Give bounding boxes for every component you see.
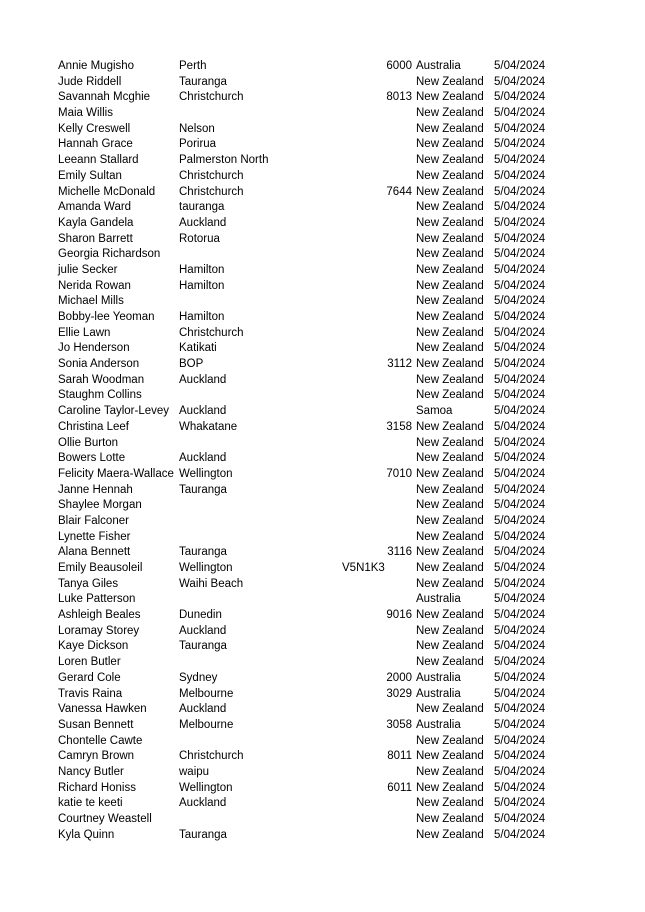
name-cell: Maia Willis [58,107,113,120]
date-cell: 5/04/2024 [494,562,546,574]
city-cell: Whakatane [179,420,238,433]
table-row [0,90,645,106]
postcode-cell: 8011 [387,750,412,763]
date-cell: 5/04/2024 [494,405,546,418]
name-cell: Loren Butler [58,656,121,669]
name-cell: Alana Bennett [58,546,131,559]
name-cell: Felicity Maera-Wallace [58,467,174,480]
date-cell: 5/04/2024 [494,609,546,622]
country-cell: New Zealand [416,342,484,355]
city-cell: Melbourne [179,718,234,731]
country-cell: New Zealand [416,483,484,496]
country-cell: New Zealand [416,91,484,104]
country-cell: New Zealand [416,248,484,261]
postcode-cell: 3058 [386,718,412,731]
date-cell: 5/04/2024 [494,358,546,371]
table-row [0,326,645,342]
country-cell: New Zealand [416,420,484,433]
name-cell: Michelle McDonald [58,185,156,198]
name-cell: Kaye Dickson [58,640,129,653]
city-cell: Katikati [179,342,217,355]
date-cell: 5/04/2024 [494,750,546,763]
name-cell: Kyla Quinn [58,828,115,841]
country-cell: Australia [416,671,461,684]
table-row [0,577,645,593]
name-cell: Jude Riddell [58,75,122,88]
table-row [0,310,645,326]
country-cell: New Zealand [416,577,484,590]
city-cell: Tauranga [179,483,227,496]
name-cell: Travis Raina [58,687,123,700]
city-cell: Hamilton [179,263,225,276]
table-row [0,624,645,640]
table-row [0,75,645,91]
date-cell: 5/04/2024 [494,248,546,261]
date-cell: 5/04/2024 [494,436,546,449]
date-cell: 5/04/2024 [494,389,546,402]
country-cell: New Zealand [416,75,484,88]
country-cell: New Zealand [416,436,484,449]
table-row [0,812,645,828]
table-row [0,592,645,608]
table-row [0,796,645,812]
city-cell: Tauranga [179,75,227,88]
date-cell: 5/04/2024 [494,169,546,182]
country-cell: New Zealand [416,734,484,747]
name-cell: Kelly Creswell [58,122,131,135]
city-cell: Melbourne [179,687,234,700]
city-cell: Christchurch [179,169,244,182]
date-cell: 5/04/2024 [494,828,546,841]
city-cell: Waihi Beach [179,577,244,590]
table-row [0,420,645,436]
date-cell: 5/04/2024 [494,342,546,355]
name-cell: Christina Leef [58,420,129,433]
country-cell: New Zealand [416,530,484,543]
country-cell: New Zealand [416,609,484,622]
country-cell: Australia [416,718,461,731]
country-cell: New Zealand [416,263,484,276]
date-cell: 5/04/2024 [494,813,546,825]
city-cell: Sydney [179,671,218,684]
table-row [0,561,645,577]
table-row [0,749,645,765]
city-cell: Auckland [179,797,227,810]
name-cell: Savannah Mcghie [58,91,151,104]
table-row [0,216,645,232]
date-cell: 5/04/2024 [494,593,546,606]
country-cell: New Zealand [416,216,484,229]
name-cell: Nancy Butler [58,765,124,778]
date-cell: 5/04/2024 [494,514,546,527]
city-cell: Christchurch [179,326,244,339]
table-row [0,341,645,357]
name-cell: Camryn Brown [58,750,135,763]
date-cell: 5/04/2024 [494,75,546,88]
date-cell: 5/04/2024 [494,452,546,465]
postcode-cell: 3158 [386,420,412,433]
country-cell: New Zealand [416,750,484,763]
city-cell: Wellington [179,562,233,574]
date-cell: 5/04/2024 [494,703,546,716]
name-cell: Staughm Collins [58,389,142,402]
code-cell: V5N1K3 [342,562,385,574]
table-row [0,483,645,499]
postcode-cell: 8013 [386,91,412,104]
country-cell: New Zealand [416,703,484,716]
date-cell: 5/04/2024 [494,656,546,669]
name-cell: Shaylee Morgan [58,499,142,512]
name-cell: Hannah Grace [58,138,133,151]
city-cell: Hamilton [179,279,225,292]
country-cell: New Zealand [416,107,484,120]
city-cell: Auckland [179,624,227,637]
name-cell: Sharon Barrett [58,232,133,245]
table-row [0,59,645,75]
country-cell: New Zealand [416,467,484,480]
date-cell: 5/04/2024 [494,577,546,590]
table-row [0,294,645,310]
country-cell: New Zealand [416,797,484,810]
name-cell: Lynette Fisher [58,530,131,543]
table-row [0,687,645,703]
country-cell: New Zealand [416,279,484,292]
name-cell: Bobby-lee Yeoman [58,311,155,323]
postcode-cell: 3112 [387,358,412,371]
name-cell: Chontelle Cawte [58,734,143,747]
date-cell: 5/04/2024 [494,483,546,496]
table-row [0,467,645,483]
name-cell: Vanessa Hawken [58,703,147,716]
postcode-cell: 6011 [387,781,412,794]
postcode-cell: 2000 [386,671,412,684]
city-cell: Perth [179,60,207,72]
city-cell: Rotorua [179,232,220,245]
table-row [0,765,645,781]
city-cell: Tauranga [179,828,227,841]
country-cell: New Zealand [416,765,484,778]
city-cell: tauranga [179,201,225,214]
country-cell: Australia [416,687,461,700]
date-cell: 5/04/2024 [494,499,546,512]
name-cell: Emily Sultan [58,169,122,182]
table-row [0,169,645,185]
name-cell: Tanya Giles [58,577,119,590]
date-cell: 5/04/2024 [494,687,546,700]
city-cell: Tauranga [179,640,227,653]
name-cell: katie te keeti [58,797,123,810]
date-cell: 5/04/2024 [494,326,546,339]
date-cell: 5/04/2024 [494,295,546,308]
table-row [0,530,645,546]
city-cell: Auckland [179,216,227,229]
name-cell: Kayla Gandela [58,216,134,229]
city-cell: Auckland [179,405,227,418]
table-row [0,232,645,248]
postcode-cell: 3116 [387,546,412,559]
table-row [0,200,645,216]
country-cell: New Zealand [416,169,484,182]
name-cell: Leeann Stallard [58,154,139,167]
date-cell: 5/04/2024 [494,263,546,276]
name-cell: Blair Falconer [58,514,129,527]
country-cell: New Zealand [416,358,484,371]
name-cell: julie Secker [58,263,118,276]
city-cell: Hamilton [179,311,225,323]
city-cell: Porirua [179,138,217,151]
table-row [0,436,645,452]
city-cell: Nelson [179,122,215,135]
name-cell: Emily Beausoleil [58,562,143,574]
city-cell: Wellington [179,467,233,480]
country-cell: Samoa [416,405,453,418]
city-cell: Auckland [179,373,227,386]
table-row [0,404,645,420]
date-cell: 5/04/2024 [494,624,546,637]
name-cell: Amanda Ward [58,201,132,214]
table-row [0,498,645,514]
table-row [0,514,645,530]
date-cell: 5/04/2024 [494,467,546,480]
name-cell: Luke Patterson [58,593,136,606]
country-cell: New Zealand [416,640,484,653]
country-cell: New Zealand [416,311,484,323]
table-row [0,357,645,373]
date-cell: 5/04/2024 [494,718,546,731]
name-cell: Nerida Rowan [58,279,131,292]
name-cell: Annie Mugisho [58,60,135,72]
table-row [0,671,645,687]
date-cell: 5/04/2024 [494,311,546,323]
name-cell: Jo Henderson [58,342,130,355]
table-row [0,608,645,624]
city-cell: Dunedin [179,609,222,622]
postcode-cell: 3029 [386,687,412,700]
city-cell: Christchurch [179,750,244,763]
date-cell: 5/04/2024 [494,216,546,229]
date-cell: 5/04/2024 [494,185,546,198]
city-cell: Christchurch [179,185,244,198]
date-cell: 5/04/2024 [494,640,546,653]
name-cell: Gerard Cole [58,671,121,684]
date-cell: 5/04/2024 [494,420,546,433]
table-row [0,451,645,467]
date-cell: 5/04/2024 [494,734,546,747]
country-cell: New Zealand [416,373,484,386]
table-row [0,247,645,263]
name-cell: Courtney Weastell [58,813,152,825]
table-row [0,545,645,561]
table-row [0,718,645,734]
city-cell: Wellington [179,781,233,794]
country-cell: New Zealand [416,656,484,669]
country-cell: New Zealand [416,154,484,167]
date-cell: 5/04/2024 [494,671,546,684]
name-cell: Caroline Taylor-Levey [58,405,170,418]
city-cell: Palmerston North [179,154,269,167]
country-cell: New Zealand [416,138,484,151]
country-cell: New Zealand [416,389,484,402]
name-cell: Loramay Storey [58,624,140,637]
table-row [0,828,645,844]
country-cell: New Zealand [416,546,484,559]
name-cell: Bowers Lotte [58,452,126,465]
date-cell: 5/04/2024 [494,530,546,543]
country-cell: New Zealand [416,499,484,512]
date-cell: 5/04/2024 [494,201,546,214]
date-cell: 5/04/2024 [494,122,546,135]
date-cell: 5/04/2024 [494,546,546,559]
date-cell: 5/04/2024 [494,797,546,810]
spreadsheet-table [0,59,645,843]
table-row [0,185,645,201]
date-cell: 5/04/2024 [494,60,546,72]
date-cell: 5/04/2024 [494,373,546,386]
name-cell: Sarah Woodman [58,373,145,386]
date-cell: 5/04/2024 [494,279,546,292]
country-cell: New Zealand [416,232,484,245]
name-cell: Michael Mills [58,295,124,308]
country-cell: New Zealand [416,562,484,574]
table-row [0,388,645,404]
postcode-cell: 9016 [386,609,412,622]
country-cell: New Zealand [416,813,484,825]
table-row [0,373,645,389]
date-cell: 5/04/2024 [494,91,546,104]
country-cell: New Zealand [416,326,484,339]
city-cell: Christchurch [179,91,244,104]
table-row [0,639,645,655]
date-cell: 5/04/2024 [494,232,546,245]
city-cell: Auckland [179,452,227,465]
name-cell: Ashleigh Beales [58,609,141,622]
city-cell: Auckland [179,703,227,716]
country-cell: New Zealand [416,295,484,308]
postcode-cell: 6000 [386,60,412,72]
postcode-cell: 7010 [386,467,412,480]
country-cell: New Zealand [416,185,484,198]
date-cell: 5/04/2024 [494,781,546,794]
name-cell: Janne Hennah [58,483,133,496]
table-row [0,153,645,169]
name-cell: Ellie Lawn [58,326,111,339]
name-cell: Susan Bennett [58,718,134,731]
name-cell: Sonia Anderson [58,358,140,371]
name-cell: Ollie Burton [58,436,119,449]
name-cell: Richard Honiss [58,781,136,794]
table-row [0,263,645,279]
table-row [0,122,645,138]
table-row [0,137,645,153]
table-row [0,279,645,295]
city-cell: Tauranga [179,546,227,559]
country-cell: New Zealand [416,452,484,465]
table-row [0,702,645,718]
country-cell: New Zealand [416,122,484,135]
city-cell: waipu [179,765,210,778]
country-cell: Australia [416,60,461,72]
date-cell: 5/04/2024 [494,138,546,151]
country-cell: New Zealand [416,514,484,527]
country-cell: Australia [416,593,461,606]
table-row [0,106,645,122]
table-row [0,655,645,671]
country-cell: New Zealand [416,828,484,841]
table-row [0,734,645,750]
country-cell: New Zealand [416,781,484,794]
date-cell: 5/04/2024 [494,154,546,167]
country-cell: New Zealand [416,624,484,637]
country-cell: New Zealand [416,201,484,214]
city-cell: BOP [179,358,204,371]
date-cell: 5/04/2024 [494,765,546,778]
table-row [0,781,645,797]
name-cell: Georgia Richardson [58,248,161,261]
date-cell: 5/04/2024 [494,107,546,120]
postcode-cell: 7644 [386,185,412,198]
